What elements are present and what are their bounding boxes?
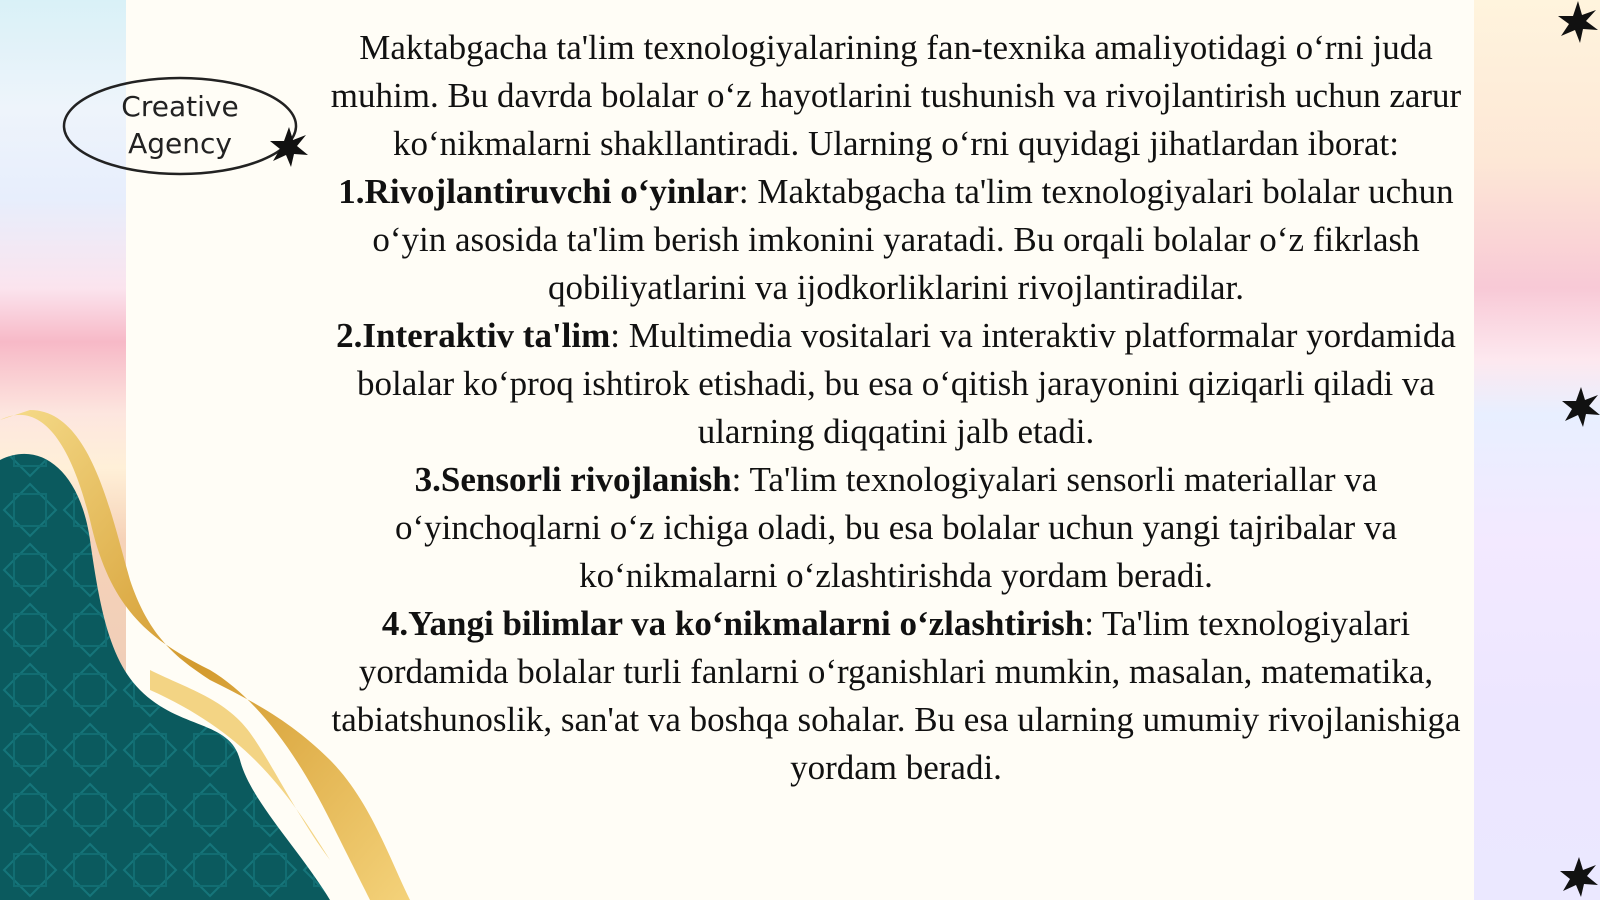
logo bbox=[60, 88, 300, 162]
point-1-text: : Maktabgacha ta'lim texnologiyalari bolalar uchun o‘yin asosida ta'lim berish imkonini yaratadi. Bu orqali bolalar o‘z fikrlash qobiliyatlarini va ijodkorliklarini rivojlantiradilar. bbox=[372, 172, 1454, 307]
point-4 bbox=[316, 600, 1476, 792]
point-3-title: 3.Sensorli rivojlanish bbox=[414, 460, 732, 499]
intro-paragraph: Maktabgacha ta'lim texnologiyalarining fan-texnika amaliyotidagi o‘rni juda muhim. Bu davrda bolalar o‘z hayotlarini tushunish va rivojlantirish uchun zarur ko‘nikmalarni shakllantiradi. Ularning o‘rni quyidagi jihatlardan iborat: bbox=[330, 28, 1462, 163]
logo-line-1: Creative bbox=[121, 90, 239, 123]
point-4-title: 4.Yangi bilimlar va ko‘nikmalarni o‘zlashtirish bbox=[381, 604, 1085, 643]
point-1-title: 1.Rivojlantiruvchi o‘yinlar bbox=[338, 172, 739, 211]
logo-line-2: Agency bbox=[128, 127, 232, 160]
point-2 bbox=[316, 312, 1476, 456]
star-icon bbox=[268, 126, 310, 168]
slide-content bbox=[316, 24, 1476, 792]
star-icon bbox=[1556, 0, 1600, 44]
point-4-text: : Ta'lim texnologiyalari yordamida bolalar turli fanlarni o‘rganishlari mumkin, masalan, matematika, tabiatshunoslik, san'at va boshqa sohalar. Bu esa ularning umumiy rivojlanishiga yordam beradi. bbox=[331, 604, 1461, 787]
star-icon bbox=[1560, 386, 1600, 428]
point-2-text: : Multimedia vositalari va interaktiv platformalar yordamida bolalar ko‘proq ishtirok etishadi, bu esa o‘qitish jarayonini qiziqarli qiladi va ularning diqqatini jalb etadi. bbox=[357, 316, 1456, 451]
point-3-text: : Ta'lim texnologiyalari sensorli materiallar va o‘yinchoqlarni o‘z ichiga oladi, bu esa bolalar uchun yangi tajribalar va ko‘nikmalarni o‘zlashtirishda yordam beradi. bbox=[395, 460, 1397, 595]
star-icon bbox=[1558, 856, 1600, 898]
point-1 bbox=[316, 168, 1476, 312]
point-2-title: 2.Interaktiv ta'lim bbox=[336, 316, 611, 355]
right-gradient-panel bbox=[1474, 0, 1600, 900]
point-3 bbox=[316, 456, 1476, 600]
